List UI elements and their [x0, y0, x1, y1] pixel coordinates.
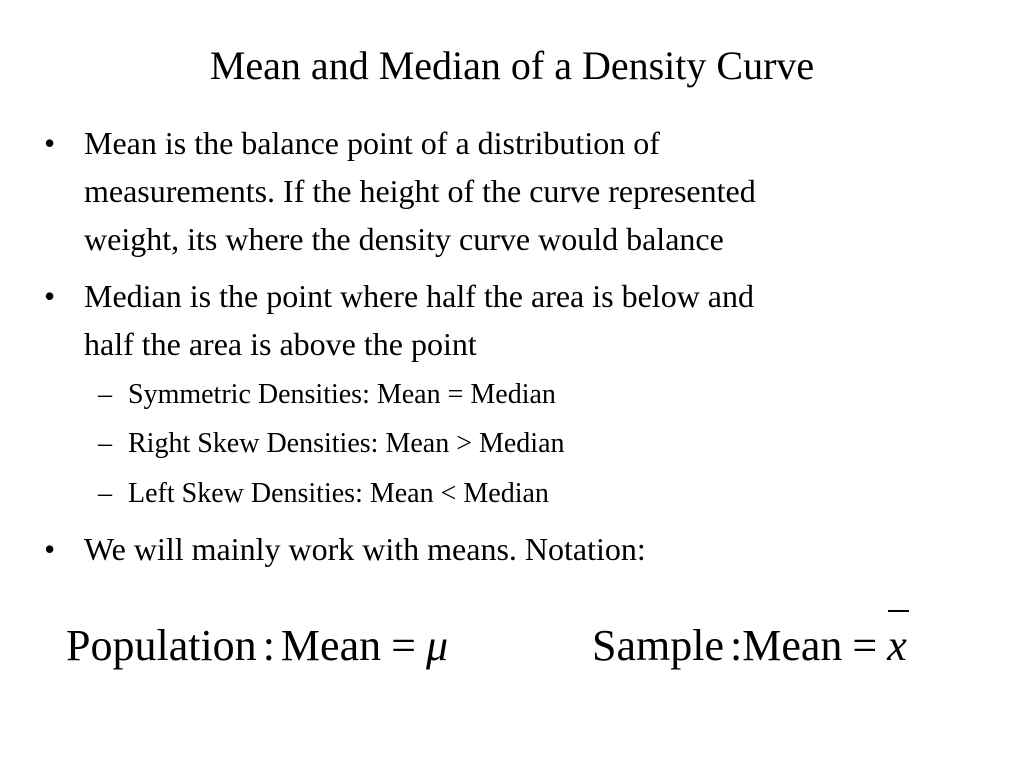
bullet-line: Median is the point where half the area is below and: [84, 278, 754, 314]
dash-icon: –: [98, 478, 112, 509]
population-label: Population: [66, 621, 257, 670]
x-bar-symbol: [887, 616, 907, 676]
bullet-item: [44, 119, 944, 263]
bullet-item: [44, 272, 944, 368]
x-symbol: x: [887, 621, 907, 670]
bullet-dot-icon: •: [44, 125, 56, 161]
equals-sign: =: [852, 621, 878, 670]
slide-title: Mean and Median of a Density Curve: [209, 43, 815, 88]
overline: [888, 610, 909, 612]
colon: :: [729, 621, 743, 670]
bullet-line: measurements. If the height of the curve represented: [84, 173, 756, 209]
sub-bullet-text: Left Skew Densities: Mean < Median: [128, 478, 549, 509]
dash-icon: –: [98, 428, 112, 459]
dash-icon: –: [98, 379, 112, 410]
equals-sign: =: [391, 621, 416, 670]
mean-label: Mean: [280, 621, 382, 670]
sub-bullet-item: [98, 474, 948, 514]
sub-bullet-text: Symmetric Densities: Mean = Median: [128, 379, 556, 410]
sub-bullet-item: [98, 375, 948, 415]
bullet-line: We will mainly work with means. Notation:: [84, 531, 646, 567]
mu-symbol: μ: [425, 621, 449, 670]
sub-bullet-item: [98, 424, 948, 464]
sample-mean-formula: [592, 616, 907, 676]
colon: :: [262, 621, 275, 670]
bullet-item: [44, 525, 944, 573]
bullet-line: half the area is above the point: [84, 326, 477, 362]
bullet-dot-icon: •: [44, 278, 56, 314]
bullet-dot-icon: •: [44, 531, 56, 567]
sub-bullet-text: Right Skew Densities: Mean > Median: [128, 428, 565, 459]
bullet-line: weight, its where the density curve would balance: [84, 221, 724, 257]
sample-label: Sample: [592, 621, 724, 670]
mean-label: Mean: [742, 621, 843, 670]
bullet-line: Mean is the balance point of a distribution of: [84, 125, 660, 161]
population-mean-formula: [66, 616, 448, 676]
